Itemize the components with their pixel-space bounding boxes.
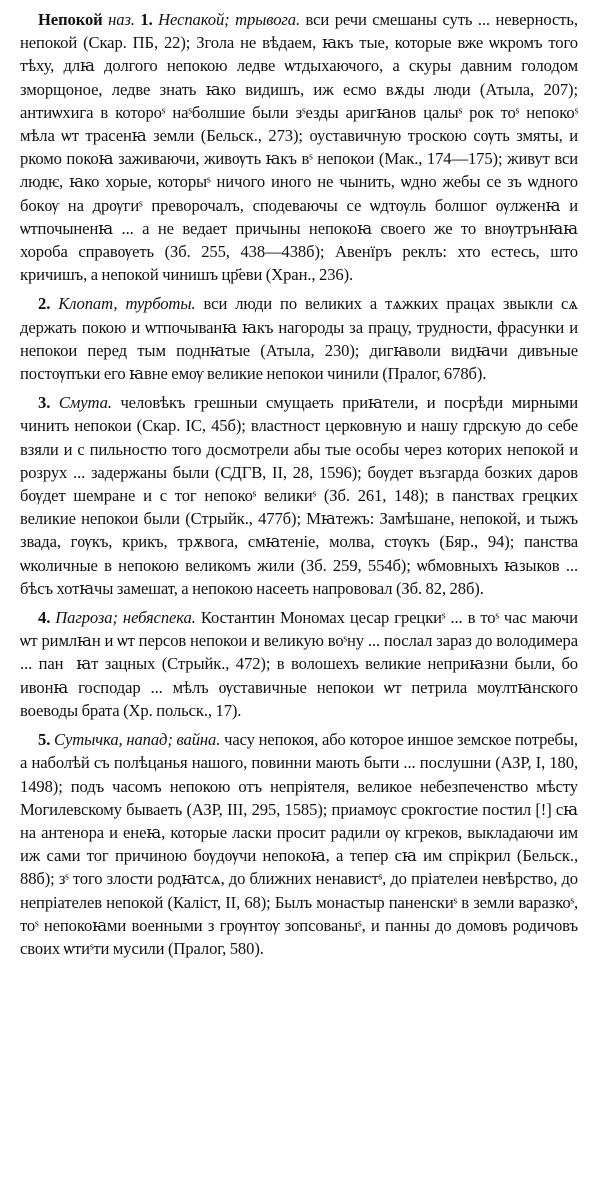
headword: Непокой: [38, 10, 103, 29]
sense-number: 3.: [38, 393, 51, 413]
sense-3: [20, 391, 578, 600]
sense-1: [20, 8, 578, 286]
sense-gloss: Смута.: [58, 393, 112, 413]
sense-gloss: Неспакой; трывога.: [158, 10, 301, 29]
sense-4: [20, 606, 578, 722]
sense-gloss: Сутычка, напад; вайна.: [54, 730, 221, 750]
sense-text: Костантин Мономах цесар грецкиˢ ... в тоˢ час маючи ѡт римлꙗн и ѡт персов непокои и великую воˢну ... послал зараз до володимера ... пан꙼ꙗт зацных (Стрыйк., 472); в волошехъ великие неприꙗзни были, бо ивонꙗ господар ... мѣлъ ѹставичные непокои ѡт петрила мѹлтꙗнского воеводы брата (Хр. польск., 17).: [20, 608, 578, 720]
sense-number: 5.: [38, 730, 51, 750]
sense-gloss: Пагроза; небяспека.: [55, 608, 196, 628]
sense-text: вси люди по великих а тѧжких працах звыкли сѧ держать покою и ѡтпочыванꙗ ꙗкъ нагороды за працу, трудности, фрасунки и непокои перед тым поднꙗтые (Атыла, 230); дигꙗволи видꙗчи дивъные постѹпъки его ꙗвне емѹ великие непокои чинили (Пралог, 678б).: [20, 294, 578, 384]
sense-text: человѣкъ грешныи смущаеть приꙗтели, и посрѣди мирными чинить непокои (Скар. ІС, 45б); властност церковную и нашу гдрскую до себе взяли и с пильностю того досмотрели абы тые особы через которих непокой и розрух ... задержаны были (СДГВ, ІІ, 28, 1596); бѹдет възгарда бозких даров бѹдет шемране и с тог непокоˢ великиˢ (Зб. 261, 148); в панствах грецких великие непокои были (Стрыйк., 477б); Мꙗтежъ: Замѣшане, непокой, и тыжъ звада, гѹкъ, крикъ, трѫвога, смꙗтеніе, молва, стѹкъ (Бяр., 94); панства ѡколичные в непокою великомъ жили (Зб. 259, 554б); ѡбмовныхъ ꙗзыков ... бѣсъ хотꙗчы замешат, а непокою насееть напрововал (Зб. 82, 28б).: [20, 393, 578, 598]
sense-number: 2.: [38, 294, 51, 314]
sense-gloss: Клопат, турботы.: [58, 294, 196, 314]
sense-5: [20, 728, 578, 960]
sense-number: 4.: [38, 608, 51, 628]
sense-text: вси речи смешаны суть ... неверность, непокой (Скар. ПБ, 22); Згола не вѣдаем, ꙗкъ тые, которые вже ѡкромъ того тѣху, длꙗ долгого непокою ледве ѡтдыхаючого, а скуры давним голодом зморщоное, ледве знать ꙗко видишъ, иж есмо вѫды люди (Атыла, 207); антиѡхига в котороˢ наˢболшие были зˢезды аригꙗнов цалыˢ рок тоˢ непокоˢ мѣла ѡт трасенꙗ земли (Бельск., 273); оуставичную троскою сѹть змяты, и ркомо покоꙗ заживаючи, живѹть ꙗкъ вˢ непокои (Мак., 174—175); живут вси людѥ, ꙗко хорые, которыˢ ничого иного не чынить, ѡдно жебы се зъ ѡдного бокѹ на дрѹгиˢ преворочалъ, сподеваючы се ѡдтѹль болшог ѹлженꙗ и ѡтпочыненꙗ ... а не ведает причыны непокоꙗ своего же то внѹтрънꙗꙗ хороба справѹеть (Зб. 255, 438—438б); Авенїръ реклъ: хто естесь, што кричишъ, а непокой чинишъ цр҃еви (Хран., 236).: [20, 10, 578, 285]
sense-2: [20, 292, 578, 385]
sense-text: часу непокоя, або которое иншое земское потребы, а наболѣй съ полѣцанья нашого, повинни мають быти ... послушни (АЗР, І, 180, 1498); подъ часомъ непокою отъ непріятеля, великое небезпеченство мѣсту Могилевскому бываеть (АЗР, ІІІ, 295, 1585); приамѹс срокгостие постил [!] сꙗ на антенора и енеꙗ, которые ласки просит радили ѹ кгреков, выкладаючи им иж сами тог причиною бѹдѹчи непокоꙗ, а тепер сꙗ им спрікрил (Бельск., 88б); зˢ того злости родꙗтсѧ, до ближних ненавистˢ, до пріателеи невѣрство, до непріателев непокой (Каліст, ІІ, 68); Былъ монастыр паненскиˢ в земли варазкоˢ, тоˢ непокоꙗми военными з грѹнтѹ зопсованыˢ, и панны до домовъ родичовъ своих ѡтиˢти мусили (Пралог, 580).: [20, 730, 578, 958]
sense-number: 1.: [140, 10, 153, 29]
grammar-label: наз.: [108, 10, 135, 29]
